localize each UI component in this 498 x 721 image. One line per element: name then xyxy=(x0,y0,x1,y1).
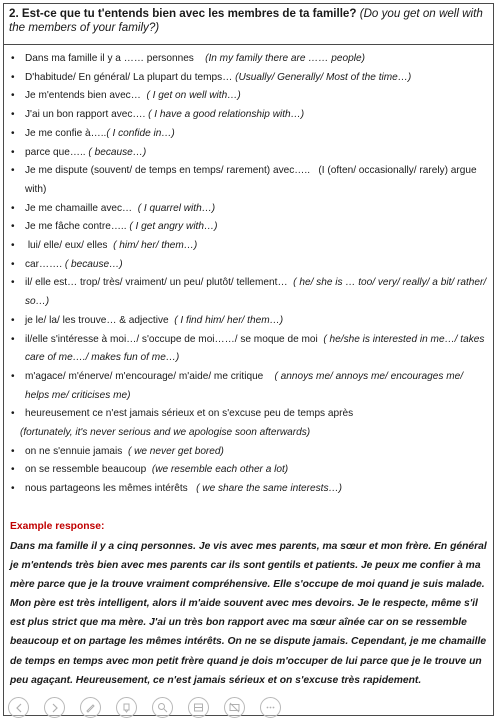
list-item: • Je m'entends bien avec… ( I get on well with…) xyxy=(4,87,493,106)
question-title: 2. Est-ce que tu t'entends bien avec les membres de ta famille? xyxy=(9,7,357,20)
list-item: • Je me dispute (souvent/ de temps en temps/ rarement) avec….. (I (often/ occasionally/ rarely) argue with) xyxy=(4,162,493,199)
list-item: • on se ressemble beaucoup (we resemble each other a lot) xyxy=(4,461,493,480)
list-item: • parce que….. ( because…) xyxy=(4,144,493,163)
previous-slide-icon[interactable] xyxy=(8,697,29,718)
list-item: • car……. ( because…) xyxy=(4,256,493,275)
question-translation: (Do you get on well with the members of your family?) xyxy=(9,7,483,34)
list-item: • on ne s'ennuie jamais ( we never get bored) xyxy=(4,443,493,462)
list-item: • nous partageons les mêmes intérêts ( we share the same interests…) xyxy=(4,480,493,499)
list-item: • D'habitude/ En général/ La plupart du temps… (Usually/ Generally/ Most of the time…) xyxy=(4,69,493,88)
list-item: • il/ elle est… trop/ très/ vraiment/ un peu/ plutôt/ tellement… ( he/ she is … too/ very/ really/ a bit/ rather/ so…) xyxy=(4,274,493,311)
list-item: • Je me chamaille avec… ( I quarrel with…) xyxy=(4,200,493,219)
list-item: • il/elle s'intéresse à moi…/ s'occupe de moi……/ se moque de moi ( he/she is interested in me…/ takes care of me…./ makes fun of me…) xyxy=(4,331,493,368)
example-label: Example response: xyxy=(10,521,105,532)
highlighter-icon[interactable] xyxy=(116,697,137,718)
more-options-icon[interactable] xyxy=(260,697,281,718)
list-item: • Je me fâche contre….. ( I get angry with…) xyxy=(4,218,493,237)
list-item: • je le/ la/ les trouve… & adjective ( I find him/ her/ them…) xyxy=(4,312,493,331)
next-slide-icon[interactable] xyxy=(44,697,65,718)
list-item: • m'agace/ m'énerve/ m'encourage/ m'aide/ me critique ( annoys me/ annoys me/ encourages me/ helps me/ criticises me) xyxy=(4,368,493,405)
list-item: • J'ai un bon rapport avec…. ( I have a good relationship with…) xyxy=(4,106,493,125)
worksheet xyxy=(3,3,494,716)
slideshow-toolbar xyxy=(8,697,308,721)
phrase-list xyxy=(4,45,493,499)
example-text: Dans ma famille il y a cinq personnes. Je vis avec mes parents, ma sœur et mon frère. En général je m'entends très bien avec mes parents car ils sont gentils et patients. Je peux me confier à ma mère parce que je la trouve vraiment compréhensive. Elle s'occupe de moi quand je suis malade. Mon père est très intelligent, alors il m'aide souvent avec mes devoirs. Je le respecte, même s'il est plus strict que ma mère. J'ai un très bon rapport avec ma sœur aînée car on se ressemble beaucoup et on partage les mêmes intérêts. On ne se dispute jamais. Cependant, je me chamaille de temps en temps avec mon petit frère quand je dois m'occuper de lui parce que je le trouve un peu agaçant. Heureusement, ce n'est jamais sérieux et on s'excuse très rapidement. xyxy=(10,541,487,686)
zoom-icon[interactable] xyxy=(152,697,173,718)
list-item: • Dans ma famille il y a …… personnes (In my family there are …… people) xyxy=(4,50,493,69)
list-item: • lui/ elle/ eux/ elles ( him/ her/ them…) xyxy=(4,237,493,256)
pen-icon[interactable] xyxy=(80,697,101,718)
list-item: • heureusement ce n'est jamais sérieux et on s'excuse peu de temps après xyxy=(4,405,493,424)
example-response xyxy=(10,520,489,690)
list-item: (fortunately, it's never serious and we apologise soon afterwards) xyxy=(20,427,311,439)
list-item: • Je me confie à…..( I confide in…) xyxy=(4,125,493,144)
question-header xyxy=(4,4,493,45)
slides-grid-icon[interactable] xyxy=(188,697,209,718)
subtitles-off-icon[interactable] xyxy=(224,697,245,718)
